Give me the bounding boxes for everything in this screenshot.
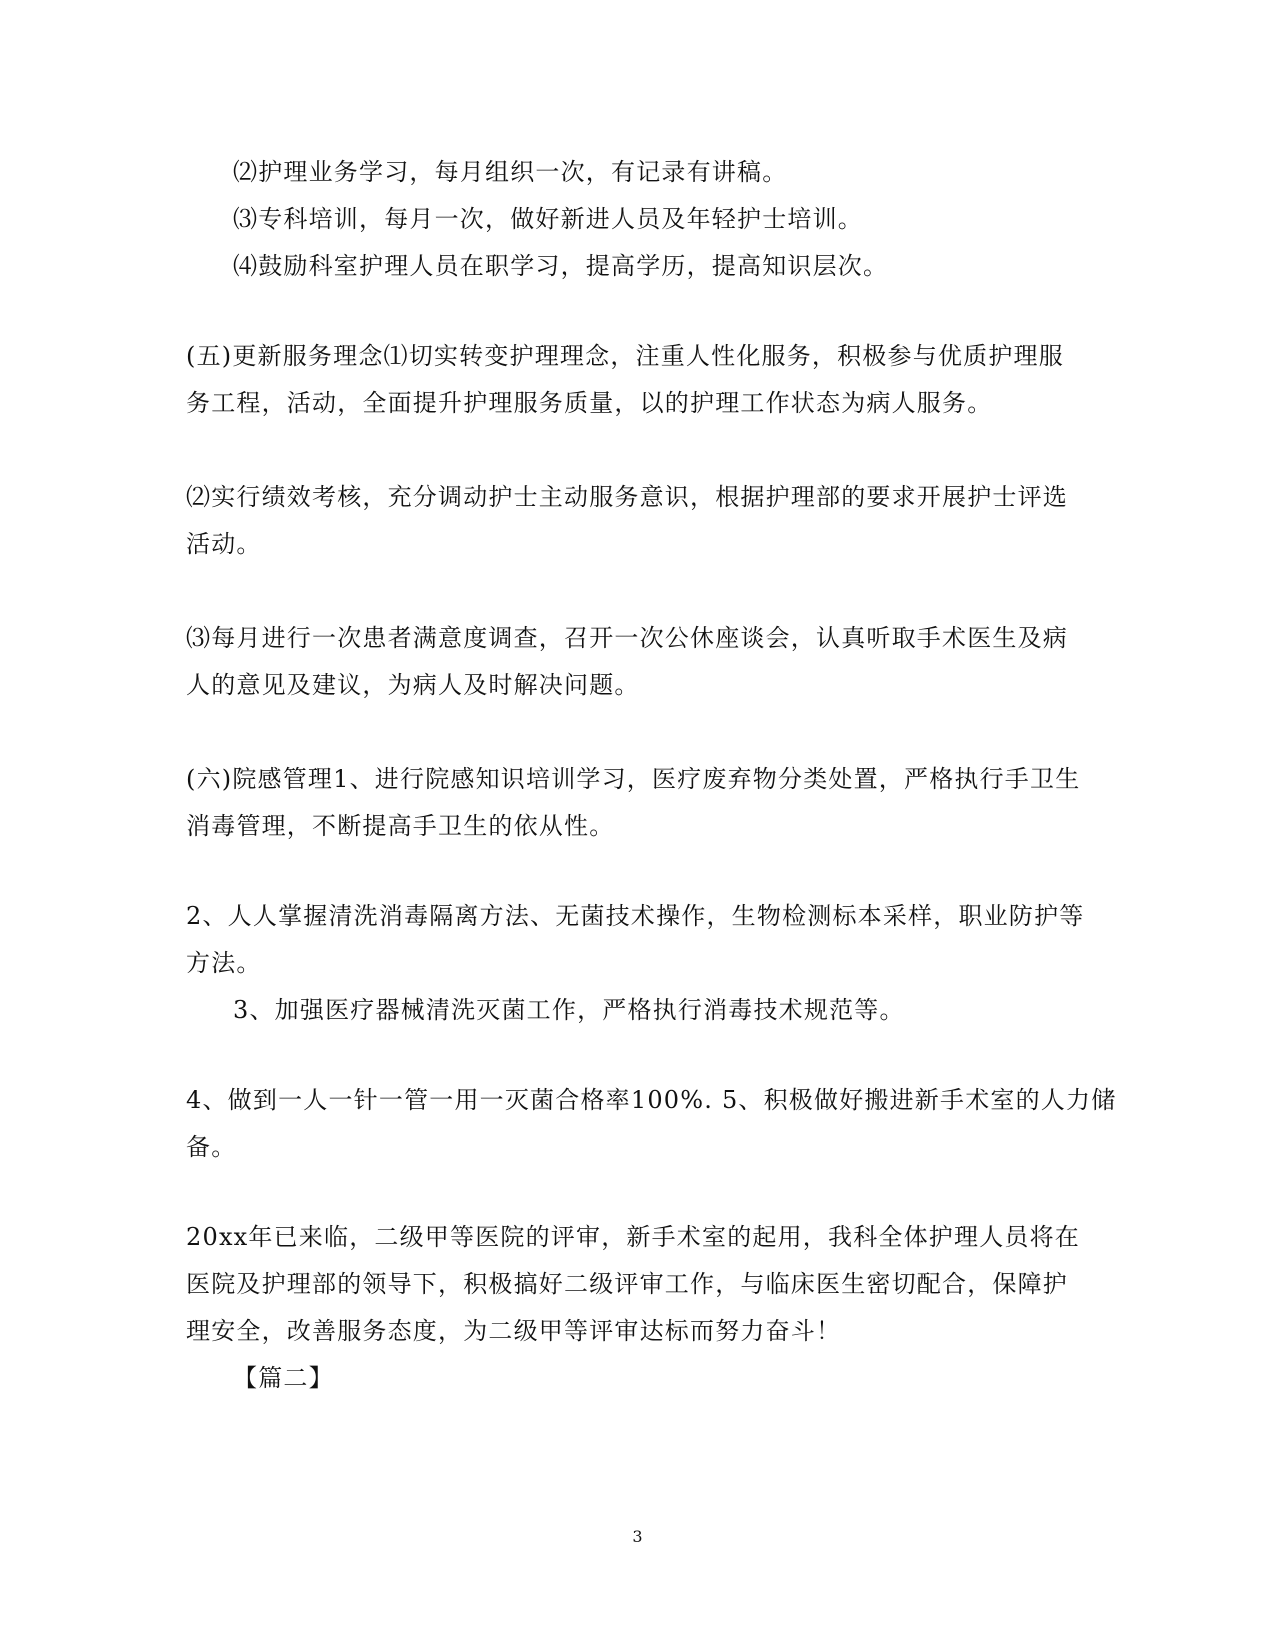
- text-line: ⑶每月进行一次患者满意度调查，召开一次公休座谈会，认真听取手术医生及病: [186, 624, 1068, 652]
- text-line: ⑶专科培训，每月一次，做好新进人员及年轻护士培训。: [233, 205, 863, 233]
- text-line: 备。: [186, 1133, 237, 1161]
- text-line: 活动。: [186, 530, 262, 558]
- text-line: 4、做到一人一针一管一用一灭菌合格率100%. 5、积极做好搬进新手术室的人力储: [186, 1086, 1117, 1114]
- text-line: ⑷鼓励科室护理人员在职学习，提高学历，提高知识层次。: [233, 252, 889, 280]
- section-heading: 【篇二】: [233, 1364, 334, 1392]
- text-line: ⑵实行绩效考核，充分调动护士主动服务意识，根据护理部的要求开展护士评选: [186, 483, 1068, 511]
- text-line: 20xx年已来临，二级甲等医院的评审，新手术室的起用，我科全体护理人员将在: [186, 1223, 1081, 1251]
- text-line: 务工程，活动，全面提升护理服务质量，以的护理工作状态为病人服务。: [186, 389, 993, 417]
- page-number: 3: [632, 1527, 643, 1546]
- text-line: ⑵护理业务学习，每月组织一次，有记录有讲稿。: [233, 158, 788, 186]
- text-line: 理安全，改善服务态度，为二级甲等评审达标而努力奋斗！: [186, 1317, 842, 1345]
- text-line: (六)院感管理1、进行院感知识培训学习，医疗废弃物分类处置，严格执行手卫生: [186, 765, 1081, 793]
- text-line: 人的意见及建议，为病人及时解决问题。: [186, 671, 640, 699]
- text-line: 方法。: [186, 949, 262, 977]
- text-line: 3、加强医疗器械清洗灭菌工作，严格执行消毒技术规范等。: [233, 996, 905, 1024]
- text-line: 2、人人掌握清洗消毒隔离方法、无菌技术操作，生物检测标本采样，职业防护等: [186, 902, 1085, 930]
- text-line: (五)更新服务理念⑴切实转变护理理念，注重人性化服务，积极参与优质护理服: [186, 342, 1064, 370]
- text-line: 消毒管理，不断提高手卫生的依从性。: [186, 812, 615, 840]
- text-line: 医院及护理部的领导下，积极搞好二级评审工作，与临床医生密切配合，保障护: [186, 1270, 1068, 1298]
